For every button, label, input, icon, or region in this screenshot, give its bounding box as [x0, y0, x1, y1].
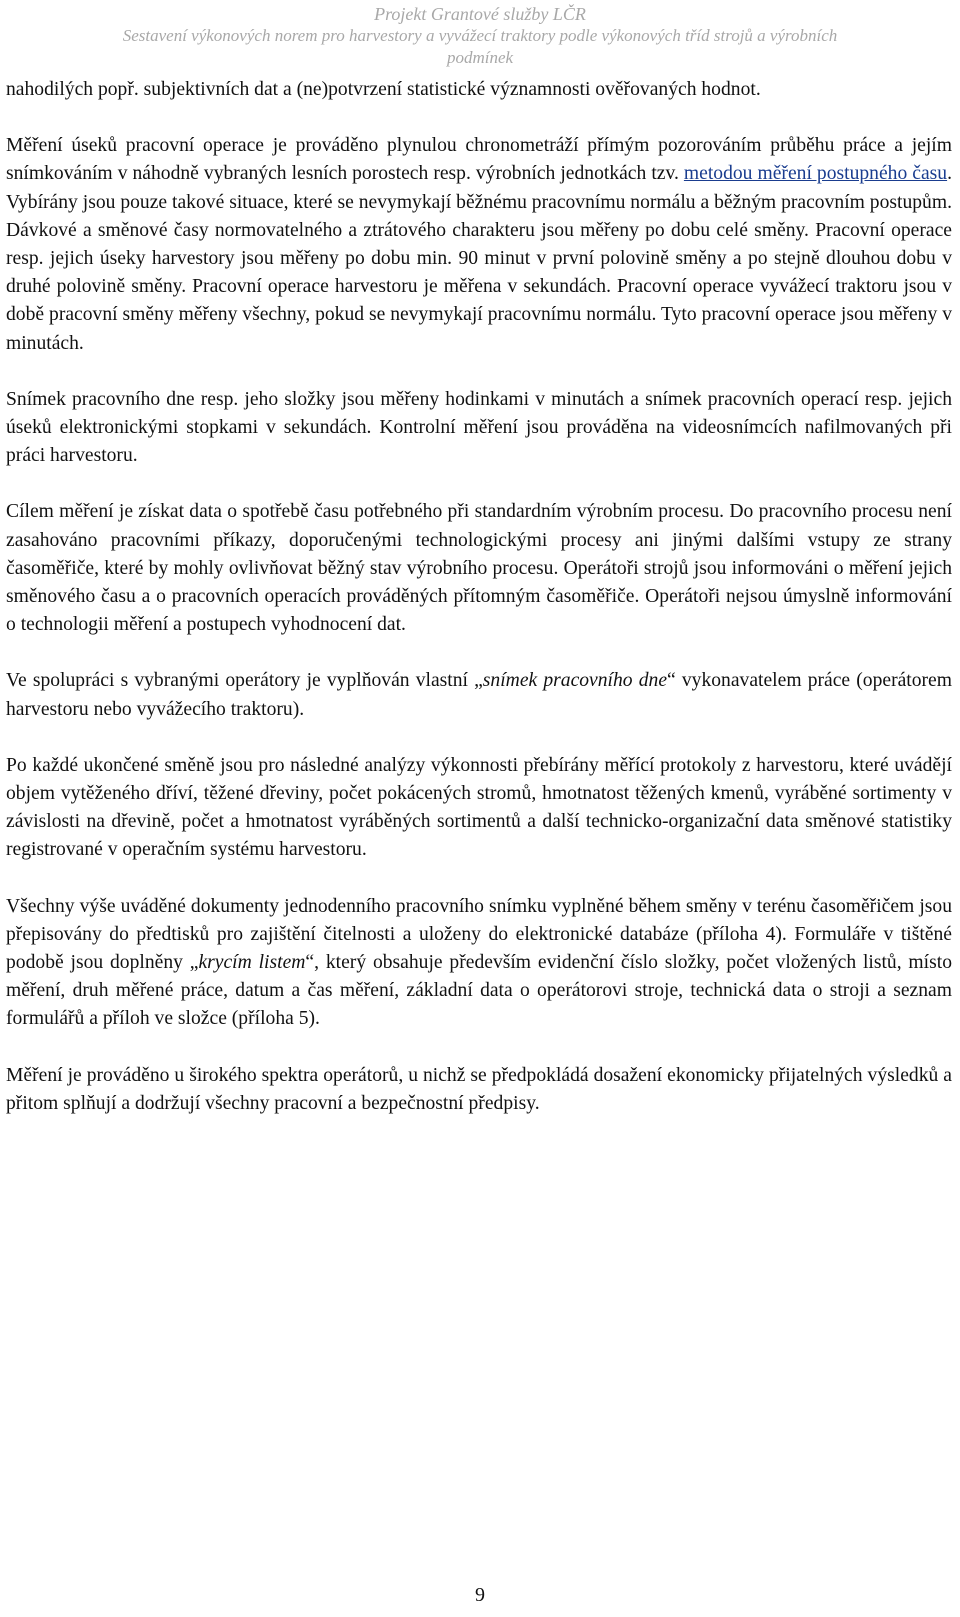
header-document-title: Sestavení výkonových norem pro harvestory a vyvážecí traktory podle výkonových tříd strojů a výrobních	[122, 26, 838, 45]
paragraph-text: nahodilých popř. subjektivních dat a (ne)potvrzení statistické významnosti ověřovaných hodnot.	[6, 79, 761, 100]
paragraph-text: Měření úseků pracovní operace je prováděno plynulou chronometráží přímým pozorováním průběhu práce a jejím snímkováním v náhodně vybraných lesních porostech resp. výrobních jednotkách tzv.	[6, 135, 952, 185]
paragraph-text: . Vybírány jsou pouze takové situace, které se nevymykají běžnému pracovnímu normálu a běžným pracovním postupům. Dávkové a směnové časy normovatelného a ztrátového charakteru jsou měřeny po dobu celé směny. Pracovní operace resp. jejich úseky harvestory jsou měřeny po dobu min. 90 minut v první polovině směny a po stejně dlouhou dobu v druhé polovině směny. Pracovní operace harvestoru je měřena v sekundách. Pracovní operace vyvážecí traktoru jsou v době pracovní směny měřeny všechny, pokud se nevymykají pracovnímu normálu. Tyto pracovní operace jsou měřeny v minutách.	[6, 163, 952, 354]
paragraph-continuation	[6, 76, 952, 104]
paragraph-text: Po každé ukončené směně jsou pro následné analýzy výkonnosti přebírány měřící protokoly z harvestoru, které uvádějí objem vytěženého dříví, těžené dřeviny, počet pokácených stromů, hmotnatost těžených kmenů, vyráběné sortimenty v závislosti na dřevině, počet a hmotnatost vyráběných sortimentů a další technicko-organizační data směnové statistiky registrované v operačním systému harvestoru.	[6, 754, 952, 861]
paragraph-operator-cooperation	[6, 667, 952, 723]
paragraph-text: Všechny výše uváděné dokumenty jednodenního pracovního snímku vyplněné během směny v terénu časoměřičem jsou přepisovány do předtisků pro zajištění čitelnosti a uloženy do elektronické databáze (příloha 4). Formuláře v tištěné podobě jsou doplněny „	[6, 895, 952, 974]
page-header	[0, 3, 960, 69]
italic-term: snímek pracovního dne	[482, 670, 668, 692]
paragraph-workday-snapshot	[6, 386, 952, 471]
paragraph-text: “, který obsahuje především evidenční číslo složky, počet vložených listů, místo měření, druh měřené práce, datum a čas měření, základní data o operátorovi stroje, technická data o stroji a seznam formulářů a příloh ve složce (příloha 5).	[6, 952, 952, 1030]
document-body	[6, 76, 952, 1146]
header-project-title: Projekt Grantové služby LČR	[374, 4, 586, 24]
paragraph-text: Snímek pracovního dne resp. jeho složky jsou měřeny hodinkami v minutách a snímek pracovních operací resp. jejich úseků elektronickými stopkami v sekundách. Kontrolní měření jsou prováděna na videosnímcích nafilmovaných při práci harvestoru.	[6, 388, 952, 467]
page-number: 9	[475, 1584, 485, 1606]
paragraph-text: “ vykonavatelem práce (operátorem harvestoru nebo vyvážecího traktoru).	[6, 670, 952, 720]
paragraph-protocols	[6, 752, 952, 865]
paragraph-operators-spectrum	[6, 1062, 952, 1118]
paragraph-documents	[6, 893, 952, 1034]
italic-term: krycím listem	[198, 952, 306, 974]
paragraph-measurement-method	[6, 132, 952, 358]
header-document-title-continuation: podmínek	[446, 48, 514, 67]
paragraph-measurement-goal	[6, 498, 952, 639]
paragraph-text: Cílem měření je získat data o spotřebě času potřebného při standardním výrobním procesu. Do pracovního procesu není zasahováno pracovními příkazy, doporučenými technologickými procesy ani jinými dalšími vstupy ze strany časoměřiče, které by mohly ovlivňovat běžný stav výrobního procesu. Operátoři strojů jsou informováni o měření jejich směnového času a o pracovních operacích prováděných přítomným časoměřiče. Operátoři nejsou úmyslně informování o technologii měření a postupech vyhodnocení dat.	[6, 501, 952, 636]
paragraph-text: Ve spolupráci s vybranými operátory je vyplňován vlastní „	[6, 670, 483, 692]
paragraph-text: Měření je prováděno u širokého spektra operátorů, u nichž se předpokládá dosažení ekonomicky přijatelných výsledků a přitom splňují a dodržují všechny pracovní a bezpečnostní předpisy.	[6, 1064, 952, 1114]
method-link[interactable]: metodou měření postupného času	[683, 163, 948, 185]
